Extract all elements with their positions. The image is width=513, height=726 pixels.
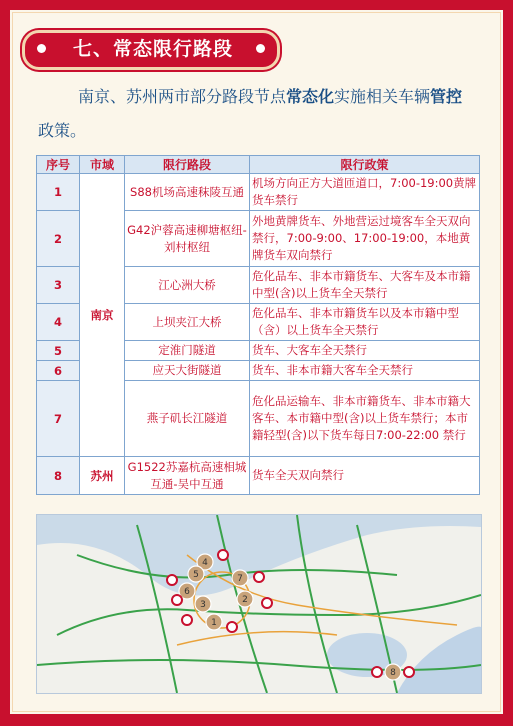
row-num: 7 xyxy=(37,381,80,457)
row-road: G42沪蓉高速柳塘枢纽-刘村枢纽 xyxy=(125,211,250,267)
no-truck-icon xyxy=(404,667,414,677)
map-marker-1 xyxy=(206,614,222,630)
no-truck-icon xyxy=(262,598,272,608)
no-truck-icon xyxy=(167,575,177,585)
intro-emphasis: 常态化 xyxy=(286,87,335,106)
marker-label: 6 xyxy=(184,587,190,597)
map-marker-7 xyxy=(232,570,248,586)
header-city: 市域 xyxy=(80,156,125,174)
table-row xyxy=(37,457,480,495)
intro-emphasis: 管控 xyxy=(430,87,463,106)
marker-label: 4 xyxy=(202,558,208,568)
map-marker-5 xyxy=(188,566,204,582)
marker-label: 5 xyxy=(193,570,199,580)
row-policy: 危化品车、非本市籍货车、大客车及本市籍中型(含)以上货车全天禁行 xyxy=(250,267,480,304)
row-road: 燕子矶长江隧道 xyxy=(125,381,250,457)
row-policy: 外地黄牌货车、外地营运过境客车全天双向禁行，7:00-9:00、17:00-19:00，本地黄牌货车双向禁行 xyxy=(250,211,480,267)
row-policy: 机场方向正方大道匝道口，7:00-19:00黄牌货车禁行 xyxy=(250,174,480,211)
section-title-banner xyxy=(22,30,280,70)
row-road: 上坝夹江大桥 xyxy=(125,304,250,341)
row-num: 3 xyxy=(37,267,80,304)
row-policy: 货车、大客车全天禁行 xyxy=(250,341,480,361)
restriction-table xyxy=(36,155,480,495)
row-policy: 货车全天双向禁行 xyxy=(250,457,480,495)
restriction-map xyxy=(36,514,482,694)
row-road: S88机场高速秣陵互通 xyxy=(125,174,250,211)
section-title: 七、常态限行路段 xyxy=(72,38,233,60)
marker-label: 8 xyxy=(390,668,396,678)
row-num: 4 xyxy=(37,304,80,341)
map-canvas xyxy=(37,515,481,693)
row-policy: 危化品运输车、非本市籍货车、非本市籍大客车、本市籍中型(含)以上货车禁行；本市籍轻型(含)以下货车每日7:00-22:00 禁行 xyxy=(250,381,480,457)
no-truck-icon xyxy=(218,550,228,560)
marker-label: 3 xyxy=(200,600,206,610)
row-road: 定淮门隧道 xyxy=(125,341,250,361)
header-num: 序号 xyxy=(37,156,80,174)
no-truck-icon xyxy=(182,615,192,625)
intro-paragraph xyxy=(38,80,478,148)
row-policy: 货车、非本市籍大客车全天禁行 xyxy=(250,361,480,381)
map-marker-3 xyxy=(195,596,211,612)
marker-label: 7 xyxy=(237,574,243,584)
no-truck-icon xyxy=(172,595,182,605)
header-policy: 限行政策 xyxy=(250,156,480,174)
header-road: 限行路段 xyxy=(125,156,250,174)
intro-text: 实施相关车辆 xyxy=(334,87,431,106)
row-policy: 危化品车、非本市籍货车以及本市籍中型（含）以上货车全天禁行 xyxy=(250,304,480,341)
row-road: 江心洲大桥 xyxy=(125,267,250,304)
row-num: 5 xyxy=(37,341,80,361)
map-marker-8 xyxy=(385,664,401,680)
row-num: 6 xyxy=(37,361,80,381)
row-road: 应天大街隧道 xyxy=(125,361,250,381)
no-truck-icon xyxy=(254,572,264,582)
row-num: 1 xyxy=(37,174,80,211)
marker-label: 2 xyxy=(242,595,248,605)
no-truck-icon xyxy=(227,622,237,632)
table-header-row xyxy=(37,156,480,174)
intro-text: 政策。 xyxy=(38,121,87,140)
row-num: 8 xyxy=(37,457,80,495)
row-road: G1522苏嘉杭高速相城互通-吴中互通 xyxy=(125,457,250,495)
no-truck-icon xyxy=(372,667,382,677)
bullet-dot-icon xyxy=(37,44,46,53)
marker-label: 1 xyxy=(211,618,217,628)
city-suzhou: 苏州 xyxy=(80,457,125,495)
row-num: 2 xyxy=(37,211,80,267)
table-row xyxy=(37,174,480,211)
city-nanjing: 南京 xyxy=(80,174,125,457)
map-marker-2 xyxy=(237,591,253,607)
bullet-dot-icon xyxy=(256,44,265,53)
intro-text: 南京、苏州两市部分路段节点 xyxy=(78,87,287,106)
